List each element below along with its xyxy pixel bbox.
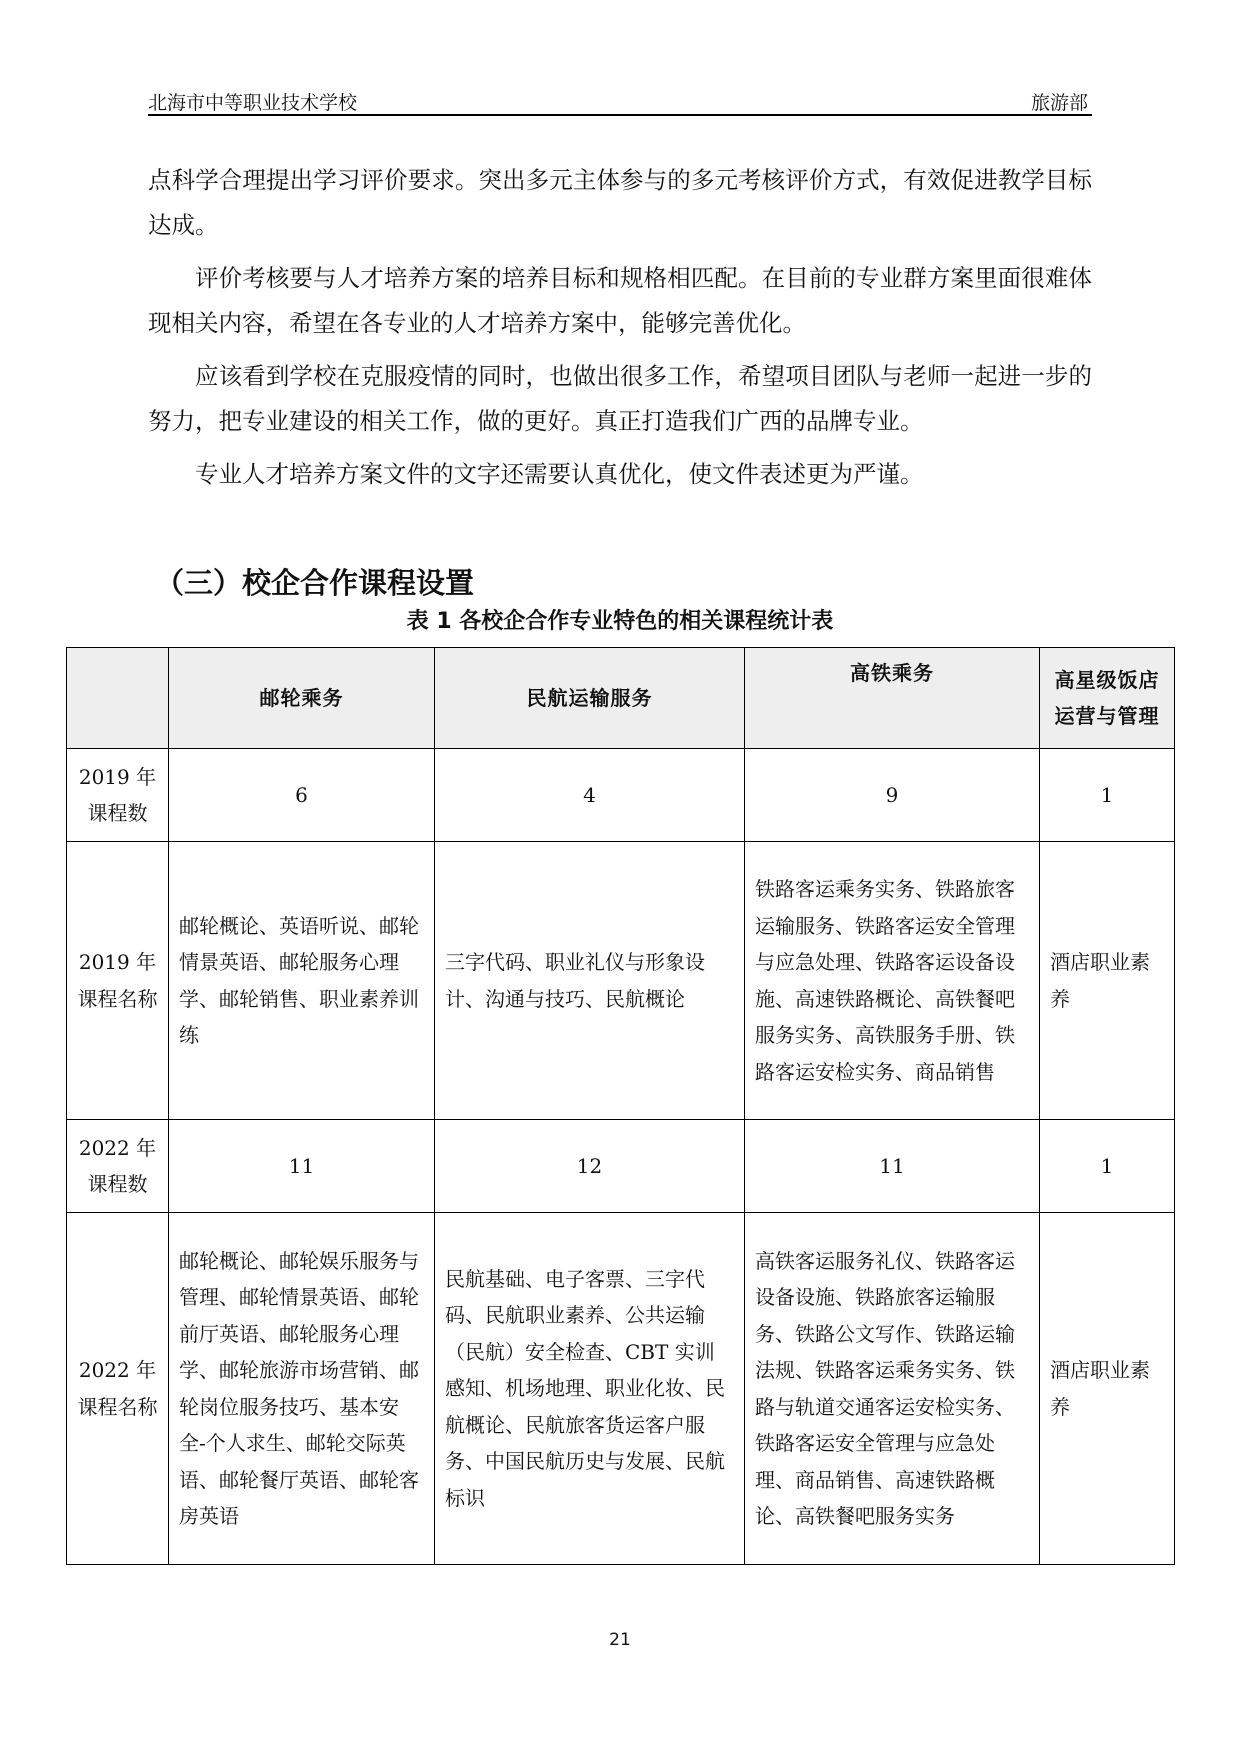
table-cell: 民航基础、电子客票、三字代码、民航职业素养、公共运输（民航）安全检查、CBT 实训感知、机场地理、职业化妆、民航概论、民航旅客货运客户服务、中国民航历史与发展、民航标识	[435, 1213, 745, 1565]
table-row	[67, 842, 1175, 1120]
table-row	[67, 1120, 1175, 1213]
row-label: 2022 年课程名称	[67, 1213, 169, 1565]
table-cell: 三字代码、职业礼仪与形象设计、沟通与技巧、民航概论	[435, 842, 745, 1120]
table-cell: 1	[1040, 1120, 1175, 1213]
table-cell: 6	[169, 749, 435, 842]
paragraph-4: 专业人才培养方案文件的文字还需要认真优化，使文件表述更为严谨。	[195, 460, 924, 488]
body-text	[148, 158, 1092, 505]
section-title: （三）校企合作课程设置	[155, 566, 475, 600]
page-header	[148, 84, 1092, 116]
header-department: 旅游部	[1030, 92, 1088, 114]
row-label: 2022 年课程数	[67, 1120, 169, 1213]
table-cell: 1	[1040, 749, 1175, 842]
table-cell: 高铁客运服务礼仪、铁路客运设备设施、铁路旅客运输服务、铁路公文写作、铁路运输法规、铁路客运乘务实务、铁路与轨道交通客运安检实务、铁路客运安全管理与应急处理、商品销售、高速铁路概论、高铁餐吧服务实务	[745, 1213, 1040, 1565]
table-cell: 酒店职业素养	[1040, 1213, 1175, 1565]
paragraph-1: 点科学合理提出学习评价要求。突出多元主体参与的多元考核评价方式，有效促进教学目标达成。	[148, 166, 1092, 239]
header-school-name: 北海市中等职业技术学校	[148, 92, 358, 114]
row-label: 2019 年课程名称	[67, 842, 169, 1120]
table-cell: 12	[435, 1120, 745, 1213]
table-cell: 11	[745, 1120, 1040, 1213]
paragraph-3: 应该看到学校在克服疫情的同时，也做出很多工作，希望项目团队与老师一起进一步的努力，把专业建设的相关工作，做的更好。真正打造我们广西的品牌专业。	[148, 362, 1092, 435]
paragraph-2: 评价考核要与人才培养方案的培养目标和规格相匹配。在目前的专业群方案里面很难体现相关内容，希望在各专业的人才培养方案中，能够完善优化。	[148, 264, 1092, 337]
table-cell: 11	[169, 1120, 435, 1213]
table-cell: 铁路客运乘务实务、铁路旅客运输服务、铁路客运安全管理与应急处理、铁路客运设备设施、高速铁路概论、高铁餐吧服务实务、高铁服务手册、铁路客运安检实务、商品销售	[745, 842, 1040, 1120]
table-cell: 4	[435, 749, 745, 842]
table-header-row	[67, 648, 1175, 749]
header-cell-cruise: 邮轮乘务	[169, 648, 435, 749]
header-cell-empty	[67, 648, 169, 749]
course-table	[66, 647, 1175, 1565]
table-cell: 酒店职业素养	[1040, 842, 1175, 1120]
page-number: 21	[609, 1630, 631, 1650]
header-cell-hotel: 高星级饭店运营与管理	[1040, 648, 1175, 749]
table-row	[67, 749, 1175, 842]
table-cell: 9	[745, 749, 1040, 842]
row-label: 2019 年课程数	[67, 749, 169, 842]
table-cell: 邮轮概论、邮轮娱乐服务与管理、邮轮情景英语、邮轮前厅英语、邮轮服务心理学、邮轮旅游市场营销、邮轮岗位服务技巧、基本安全-个人求生、邮轮交际英语、邮轮餐厅英语、邮轮客房英语	[169, 1213, 435, 1565]
table-cell: 邮轮概论、英语听说、邮轮情景英语、邮轮服务心理学、邮轮销售、职业素养训练	[169, 842, 435, 1120]
header-cell-aviation: 民航运输服务	[435, 648, 745, 749]
header-cell-highspeed-rail: 高铁乘务	[745, 648, 1040, 749]
table-row	[67, 1213, 1175, 1565]
table-caption: 表 1 各校企合作专业特色的相关课程统计表	[406, 609, 834, 634]
